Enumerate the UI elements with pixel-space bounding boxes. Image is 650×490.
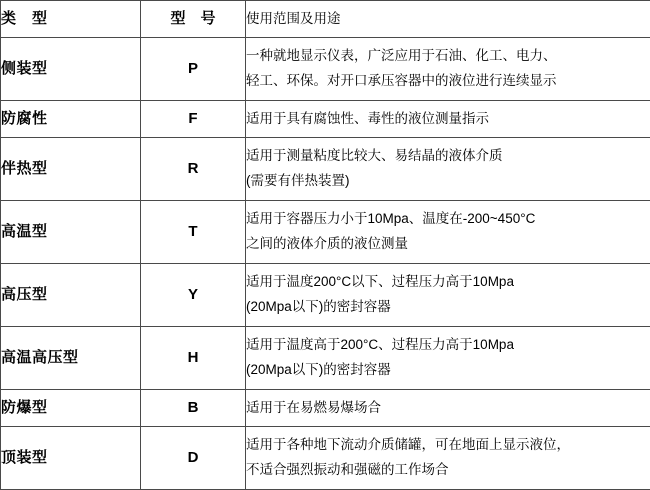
row-type: 高温高压型 bbox=[1, 327, 141, 390]
column-header-type: 类 型 bbox=[1, 1, 141, 38]
table-row bbox=[1, 38, 650, 101]
usage-line: 适用于具有腐蚀性、毒性的液位测量指示 bbox=[246, 107, 650, 132]
usage-line: (20Mpa以下)的密封容器 bbox=[246, 358, 650, 383]
row-model: Y bbox=[141, 264, 246, 327]
table-row bbox=[1, 101, 650, 138]
row-type: 高压型 bbox=[1, 264, 141, 327]
row-usage bbox=[246, 427, 650, 490]
usage-line: 适用于测量粘度比较大、易结晶的液体介质 bbox=[246, 144, 650, 169]
row-type: 防腐性 bbox=[1, 101, 141, 138]
row-model: P bbox=[141, 38, 246, 101]
usage-line: 一种就地显示仪表，广泛应用于石油、化工、电力、 bbox=[246, 44, 650, 69]
usage-line: 轻工、环保。对开口承压容器中的液位进行连续显示 bbox=[246, 69, 650, 94]
usage-line: 适用于容器压力小于10Mpa、温度在-200~450°C bbox=[246, 207, 650, 232]
row-usage bbox=[246, 138, 650, 201]
row-model: H bbox=[141, 327, 246, 390]
table-row bbox=[1, 264, 650, 327]
table-row bbox=[1, 390, 650, 427]
row-type: 防爆型 bbox=[1, 390, 141, 427]
row-usage bbox=[246, 327, 650, 390]
column-header-usage: 使用范围及用途 bbox=[246, 1, 650, 38]
row-model: R bbox=[141, 138, 246, 201]
row-usage bbox=[246, 264, 650, 327]
row-usage bbox=[246, 201, 650, 264]
usage-line: (20Mpa以下)的密封容器 bbox=[246, 295, 650, 320]
row-usage bbox=[246, 101, 650, 138]
column-header-model: 型 号 bbox=[141, 1, 246, 38]
row-model: T bbox=[141, 201, 246, 264]
usage-line: 适用于温度高于200°C、过程压力高于10Mpa bbox=[246, 333, 650, 358]
row-type: 顶装型 bbox=[1, 427, 141, 490]
table-header-row bbox=[1, 1, 650, 38]
row-usage bbox=[246, 38, 650, 101]
row-model: D bbox=[141, 427, 246, 490]
table-row bbox=[1, 201, 650, 264]
usage-line: 不适合强烈振动和强磁的工作场合 bbox=[246, 458, 650, 483]
row-type: 侧装型 bbox=[1, 38, 141, 101]
table-row bbox=[1, 427, 650, 490]
usage-line: 之间的液体介质的液位测量 bbox=[246, 232, 650, 257]
usage-line: (需要有伴热装置) bbox=[246, 169, 650, 194]
row-type: 伴热型 bbox=[1, 138, 141, 201]
row-model: F bbox=[141, 101, 246, 138]
usage-line: 适用于各种地下流动介质储罐，可在地面上显示液位， bbox=[246, 433, 650, 458]
usage-line: 适用于在易燃易爆场合 bbox=[246, 396, 650, 421]
usage-line: 适用于温度200°C以下、过程压力高于10Mpa bbox=[246, 270, 650, 295]
row-model: B bbox=[141, 390, 246, 427]
table-row bbox=[1, 138, 650, 201]
row-type: 高温型 bbox=[1, 201, 141, 264]
table-row bbox=[1, 327, 650, 390]
row-usage bbox=[246, 390, 650, 427]
